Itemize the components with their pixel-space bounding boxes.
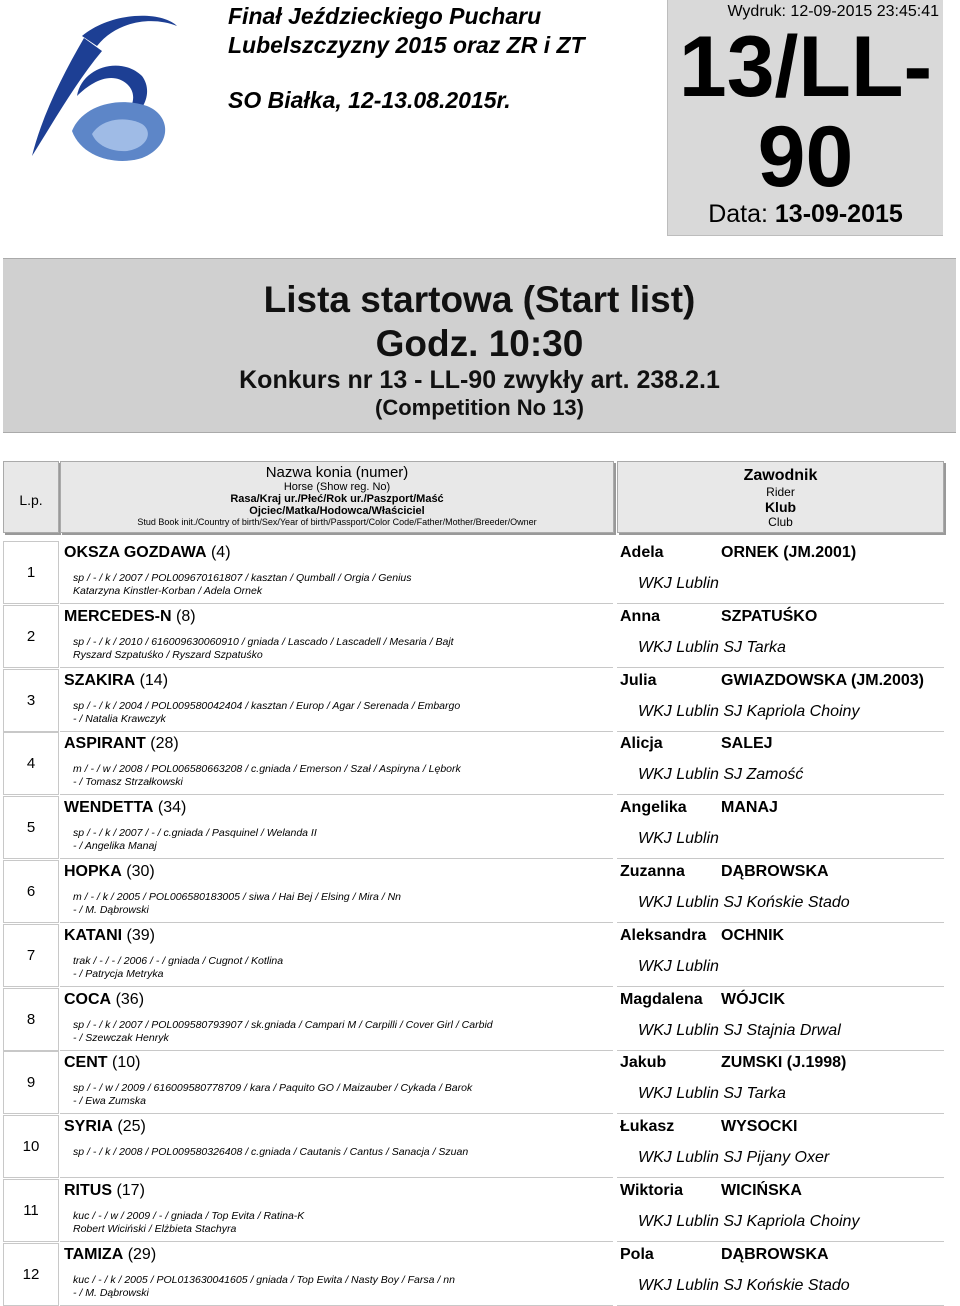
rider-last-name: WÓJCIK — [721, 991, 785, 1008]
horse-number: (39) — [126, 927, 155, 944]
header-rider-line1: Zawodnik — [743, 467, 818, 484]
table-row — [3, 988, 945, 1051]
row-number: 5 — [3, 796, 59, 859]
header-rider-line2: Rider — [766, 485, 795, 499]
horse-name: COCA — [64, 991, 112, 1008]
rider-club: WKJ Lublin SJ Zamość — [638, 766, 804, 783]
rider-first-name: Łukasz — [620, 1118, 675, 1135]
rider-last-name: SALEJ — [721, 735, 773, 752]
banner-time: Godz. 10:30 — [375, 323, 584, 364]
horse-name-line — [64, 1182, 145, 1200]
rider-cell — [617, 988, 944, 1051]
row-number: 12 — [3, 1243, 59, 1306]
horse-cell — [60, 1051, 613, 1114]
horse-breeder-owner: - / Szewczak Henryk — [73, 1032, 169, 1044]
horse-number: (17) — [116, 1182, 145, 1199]
federation-logo — [22, 6, 192, 166]
horse-name: OKSZA GOZDAWA — [64, 544, 207, 561]
horse-number: (36) — [115, 991, 145, 1008]
row-number: 4 — [3, 732, 59, 795]
horse-details: sp / - / k / 2004 / POL009580042404 / kasztan / Europ / Agar / Serenada / Embargo — [73, 700, 461, 712]
horse-name-line — [64, 991, 144, 1009]
header-rider — [617, 461, 944, 533]
header-horse-line5: Stud Book init./Country of birth/Sex/Year of birth/Passport/Color Code/Father/Mother/Breeder/Owner — [137, 517, 537, 527]
rider-cell — [617, 1179, 944, 1242]
rider-club: WKJ Lublin SJ Tarka — [638, 1085, 786, 1102]
horse-cell — [60, 1115, 613, 1178]
row-number: 10 — [3, 1115, 59, 1178]
event-title-line2: Lubelszczyzny 2015 oraz ZR i ZT — [228, 32, 585, 58]
rider-first-name: Angelika — [620, 799, 687, 816]
rider-cell — [617, 796, 944, 859]
table-row — [3, 796, 945, 859]
horse-breeder-owner: - / M. Dąbrowski — [73, 1287, 149, 1299]
horse-cell — [60, 605, 613, 668]
rider-last-name: DĄBROWSKA — [721, 863, 829, 880]
date-label: Data: — [708, 200, 768, 228]
rider-club: WKJ Lublin SJ Kapriola Choiny — [638, 703, 860, 720]
horse-number: (34) — [157, 799, 187, 816]
rider-cell — [617, 541, 944, 604]
horse-name: RITUS — [64, 1182, 112, 1199]
horse-number: (29) — [127, 1246, 157, 1263]
rider-cell — [617, 924, 944, 987]
horse-breeder-owner: - / Patrycja Metryka — [73, 968, 164, 980]
print-timestamp: Wydruk: 12-09-2015 23:45:41 — [727, 3, 939, 20]
rider-club: WKJ Lublin SJ Końskie Stado — [638, 894, 850, 911]
horse-name: HOPKA — [64, 863, 122, 880]
banner-competition-no: (Competition No 13) — [375, 395, 584, 420]
horse-number: (4) — [210, 544, 231, 561]
table-row — [3, 1115, 945, 1178]
rider-club: WKJ Lublin SJ Pijany Oxer — [638, 1149, 830, 1166]
horse-name-line — [64, 735, 179, 753]
horse-details: kuc / - / w / 2009 / - / gniada / Top Evita / Ratina-K — [73, 1210, 305, 1222]
header-horse-line1: Nazwa konia (numer) — [265, 464, 409, 481]
rider-cell — [617, 860, 944, 923]
rider-last-name: WYSOCKI — [721, 1118, 798, 1135]
horse-breeder-owner: - / Ewa Zumska — [73, 1095, 146, 1107]
rider-first-name: Magdalena — [620, 991, 703, 1008]
horse-breeder-owner: Robert Wiciński / Elżbieta Stachyra — [73, 1223, 237, 1235]
header-rider-line3: Klub — [764, 499, 797, 515]
rider-last-name: ZUMSKI (J.1998) — [721, 1054, 847, 1071]
table-row — [3, 541, 945, 604]
header-horse — [60, 461, 614, 533]
horse-name: SZAKIRA — [64, 672, 136, 689]
horse-number: (28) — [150, 735, 179, 752]
horse-name-line — [64, 1246, 156, 1264]
competition-code-box — [667, 0, 943, 236]
horse-name: MERCEDES-N — [64, 608, 172, 625]
row-number: 9 — [3, 1051, 59, 1114]
row-number: 1 — [3, 541, 59, 604]
rider-club: WKJ Lublin — [638, 575, 719, 592]
rider-last-name: DĄBROWSKA — [721, 1246, 829, 1263]
header-rider-line4: Club — [768, 515, 793, 529]
horse-cell — [60, 732, 613, 795]
horse-name-line — [64, 799, 186, 817]
horse-number: (8) — [176, 608, 196, 625]
horse-breeder-owner: Katarzyna Kinstler-Korban / Adela Ornek — [73, 585, 263, 597]
rider-cell — [617, 1115, 944, 1178]
date-value: 13-09-2015 — [774, 200, 903, 228]
row-number: 7 — [3, 924, 59, 987]
rider-last-name: WICIŃSKA — [721, 1182, 802, 1199]
rider-last-name: ORNEK (JM.2001) — [721, 544, 857, 561]
horse-breeder-owner: - / Natalia Krawczyk — [73, 713, 166, 725]
rider-cell — [617, 1051, 944, 1114]
rider-club: WKJ Lublin — [638, 830, 719, 847]
horse-name-line — [64, 863, 155, 881]
horse-name-line — [64, 1118, 146, 1136]
horse-name-line — [64, 672, 168, 690]
horse-name: KATANI — [64, 927, 123, 944]
horse-cell — [60, 1179, 613, 1242]
horse-cell — [60, 796, 613, 859]
rider-first-name: Julia — [620, 672, 657, 689]
table-row — [3, 1051, 945, 1114]
horse-name: ASPIRANT — [64, 735, 146, 752]
horse-number: (14) — [139, 672, 169, 689]
rider-cell — [617, 669, 944, 732]
rider-first-name: Alicja — [620, 735, 663, 752]
horse-name-line — [64, 1054, 140, 1072]
horse-breeder-owner: - / Tomasz Strzałkowski — [73, 776, 183, 788]
rider-last-name: SZPATUŚKO — [721, 608, 818, 625]
table-row — [3, 605, 945, 668]
horse-name-line — [64, 608, 196, 626]
rider-first-name: Aleksandra — [620, 927, 707, 944]
horse-number: (10) — [112, 1054, 141, 1071]
horse-breeder-owner: Ryszard Szpatuśko / Ryszard Szpatuśko — [73, 649, 263, 661]
rider-cell — [617, 732, 944, 795]
event-venue-date: SO Białka, 12-13.08.2015r. — [228, 87, 511, 113]
table-row — [3, 860, 945, 923]
rider-cell — [617, 605, 944, 668]
rider-cell — [617, 1243, 944, 1306]
row-number: 3 — [3, 669, 59, 732]
rider-first-name: Zuzanna — [620, 863, 685, 880]
rider-club: WKJ Lublin SJ Stajnia Drwal — [638, 1022, 841, 1039]
table-row — [3, 669, 945, 732]
rider-last-name: MANAJ — [721, 799, 778, 816]
header-lp-label: L.p. — [19, 492, 43, 508]
horse-breeder-owner: - / M. Dąbrowski — [73, 904, 149, 916]
rider-first-name: Pola — [620, 1246, 654, 1263]
competition-code: 13/LL-90 — [678, 19, 933, 205]
horse-details: sp / - / k / 2007 / - / c.gniada / Pasquinel / Welanda II — [73, 827, 317, 839]
table-row — [3, 1179, 945, 1242]
competition-date — [668, 200, 943, 229]
table-row — [3, 732, 945, 795]
horse-details: sp / - / k / 2010 / 616009630060910 / gniada / Lascado / Lascadell / Mesaria / Bajt — [73, 636, 454, 648]
rider-club: WKJ Lublin — [638, 958, 719, 975]
header-horse-line2: Horse (Show reg. No) — [283, 481, 391, 493]
horse-name-line — [64, 544, 231, 562]
header-horse-line3: Rasa/Kraj ur./Płeć/Rok ur./Paszport/Maść — [230, 493, 444, 505]
horse-breeder-owner: - / Angelika Manaj — [73, 840, 157, 852]
horse-number: (30) — [126, 863, 155, 880]
rider-first-name: Anna — [620, 608, 660, 625]
horse-details: sp / - / w / 2009 / 616009580778709 / kara / Paquito GO / Maizauber / Cykada / Barok — [73, 1082, 473, 1094]
horse-details: m / - / k / 2005 / POL006580183005 / siwa / Hai Bej / Elsing / Mira / Nn — [73, 891, 401, 903]
horse-cell — [60, 669, 613, 732]
row-number: 11 — [3, 1179, 59, 1242]
horse-cell — [60, 924, 613, 987]
header-lp — [3, 461, 59, 533]
rider-club: WKJ Lublin SJ Tarka — [638, 639, 786, 656]
horse-number: (25) — [117, 1118, 146, 1135]
rider-first-name: Jakub — [620, 1054, 667, 1071]
horse-details: sp / - / k / 2007 / POL009580793907 / sk.gniada / Campari M / Carpilli / Cover Girl / Carbid — [73, 1019, 493, 1031]
horse-cell — [60, 860, 613, 923]
event-title-line1: Finał Jeździeckiego Pucharu — [228, 3, 542, 29]
rider-club: WKJ Lublin SJ Kapriola Choiny — [638, 1213, 860, 1230]
banner-competition: Konkurs nr 13 - LL-90 zwykły art. 238.2.1 — [239, 366, 720, 394]
rider-first-name: Wiktoria — [620, 1182, 683, 1199]
row-number: 8 — [3, 988, 59, 1051]
horse-cell — [60, 541, 613, 604]
rider-club: WKJ Lublin SJ Końskie Stado — [638, 1277, 850, 1294]
header-horse-line4: Ojciec/Matka/Hodowca/Właściciel — [249, 505, 425, 517]
start-list-banner — [3, 258, 956, 433]
table-row — [3, 924, 945, 987]
horse-details: m / - / w / 2008 / POL006580663208 / c.gniada / Emerson / Szał / Aspiryna / Lębork — [73, 763, 461, 775]
table-row — [3, 1243, 945, 1306]
horse-details: sp / - / k / 2008 / POL009580326408 / c.gniada / Cautanis / Cantus / Sanacja / Szuan — [73, 1146, 469, 1158]
horse-details: sp / - / k / 2007 / POL009670161807 / kasztan / Qumball / Orgia / Genius — [73, 572, 412, 584]
event-title — [228, 2, 628, 113]
horse-name-line — [64, 927, 155, 945]
horse-details: kuc / - / k / 2005 / POL013630041605 / gniada / Top Ewita / Nasty Boy / Farsa / nn — [73, 1274, 455, 1286]
horse-name: TAMIZA — [64, 1246, 124, 1263]
row-number: 6 — [3, 860, 59, 923]
horse-name: WENDETTA — [64, 799, 154, 816]
horse-details: trak / - / - / 2006 / - / gniada / Cugnot / Kotlina — [73, 955, 284, 967]
horse-name: CENT — [64, 1054, 108, 1071]
rider-last-name: OCHNIK — [721, 927, 785, 944]
horse-name: SYRIA — [64, 1118, 113, 1135]
banner-title: Lista startowa (Start list) — [263, 279, 696, 320]
rider-last-name: GWIAZDOWSKA (JM.2003) — [721, 672, 924, 689]
row-number: 2 — [3, 605, 59, 668]
horse-cell — [60, 988, 613, 1051]
horse-cell — [60, 1243, 613, 1306]
rider-first-name: Adela — [620, 544, 664, 561]
